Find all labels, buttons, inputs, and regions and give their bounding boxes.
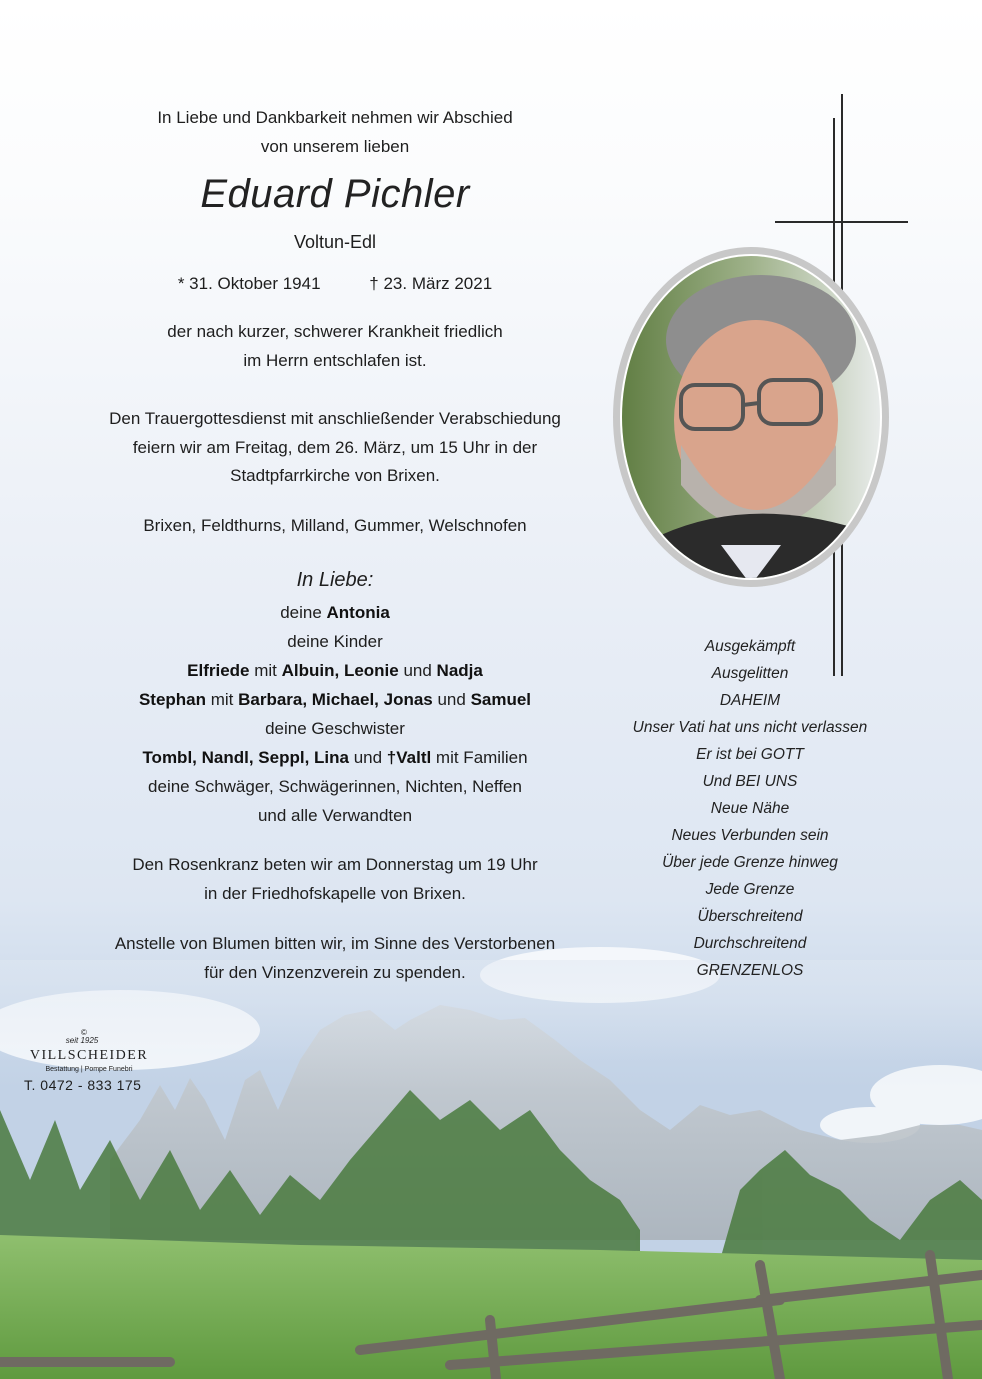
places: Brixen, Feldthurns, Milland, Gummer, Welschnofen	[143, 516, 527, 535]
text: und	[398, 661, 437, 680]
birth-date: * 31. Oktober 1941	[177, 274, 321, 293]
mourner-line: deine Geschwister	[265, 719, 405, 738]
since-year: seit 1925	[65, 1036, 99, 1045]
text: mit	[206, 690, 239, 709]
poem-line: Neues Verbunden sein	[671, 827, 829, 844]
mourner-name: Barbara, Michael, Jonas	[238, 690, 433, 709]
text-line: Den Trauergottesdienst mit anschließender Verabschiedung	[109, 409, 561, 428]
text: und	[348, 748, 387, 767]
mourners-list	[70, 598, 600, 830]
poem-line: Und BEI UNS	[702, 773, 798, 790]
life-dates	[70, 270, 600, 298]
mourner-name: Samuel	[470, 690, 532, 709]
intro-text	[70, 104, 600, 161]
undertaker-name: VILLSCHEIDER	[29, 1048, 149, 1063]
text-line: in der Friedhofskapelle von Brixen.	[204, 883, 466, 903]
poem-line: DAHEIM	[719, 692, 781, 709]
mourner-line	[70, 685, 600, 714]
mourner-name: Nadja	[436, 661, 483, 680]
poem-line: Überschreitend	[697, 908, 803, 925]
poem-line: Ausgekämpft	[704, 638, 796, 655]
text-line: der nach kurzer, schwerer Krankheit friedlich	[167, 322, 503, 341]
mourner-name: †Valtl	[386, 748, 432, 767]
mourner-name: Tombl, Nandl, Seppl, Lina	[142, 748, 349, 767]
deceased-name: Eduard Pichler	[200, 172, 470, 216]
undertaker-tagline: Bestattung | Pompe Funebri	[45, 1066, 133, 1073]
funeral-service-info	[70, 405, 600, 491]
mourner-name: Antonia	[326, 603, 390, 622]
mourner-line: deine Kinder	[287, 632, 383, 651]
mourner-name: Albuin, Leonie	[281, 661, 399, 680]
text-line: Den Rosenkranz beten wir am Donnerstag um 19 Uhr	[132, 855, 538, 874]
poem-line: Neue Nähe	[710, 800, 790, 817]
death-date: † 23. März 2021	[369, 274, 493, 293]
mourner-line: deine Schwäger, Schwägerinnen, Nichten, Neffen	[148, 777, 522, 796]
poem-line: Durchschreitend	[693, 935, 807, 952]
portrait-photo	[611, 245, 891, 590]
poem	[620, 633, 880, 984]
intro-line: von unserem lieben	[260, 136, 410, 156]
poem-line: GRENZENLOS	[696, 962, 804, 979]
mourner-line	[70, 598, 600, 627]
intro-line: In Liebe und Dankbarkeit nehmen wir Abschied	[157, 108, 513, 127]
poem-line: Er ist bei GOTT	[696, 746, 804, 763]
poem-line: Über jede Grenze hinweg	[662, 854, 838, 871]
text-line: Stadtpfarrkirche von Brixen.	[230, 466, 440, 485]
mourner-name: Stephan	[138, 690, 206, 709]
text: und	[432, 690, 471, 709]
text-line: Anstelle von Blumen bitten wir, im Sinne des Verstorbenen	[114, 934, 556, 953]
text-line: feiern wir am Freitag, dem 26. März, um 15 Uhr in der	[132, 437, 538, 457]
text: mit	[249, 661, 282, 680]
mourner-line	[70, 743, 600, 772]
poem-line: Ausgelitten	[711, 665, 789, 682]
text-line: für den Vinzenzverein zu spenden.	[204, 962, 466, 982]
donation-info	[70, 930, 600, 987]
poem-line: Unser Vati hat uns nicht verlassen	[632, 719, 868, 736]
rosary-info	[70, 851, 600, 908]
poem-line: Jede Grenze	[705, 881, 795, 898]
nickname: Voltun-Edl	[293, 232, 377, 252]
copyright-mark: ©	[81, 1028, 87, 1037]
death-notice	[70, 318, 600, 375]
mourner-name: Elfriede	[187, 661, 250, 680]
undertaker-phone: T. 0472 - 833 175	[24, 1077, 142, 1093]
text-line: im Herrn entschlafen ist.	[243, 350, 427, 370]
in-love-heading: In Liebe:	[296, 569, 374, 591]
mourner-line: und alle Verwandten	[257, 806, 413, 825]
text: mit Familien	[431, 748, 528, 767]
text: deine	[280, 603, 327, 622]
mourner-line	[70, 656, 600, 685]
